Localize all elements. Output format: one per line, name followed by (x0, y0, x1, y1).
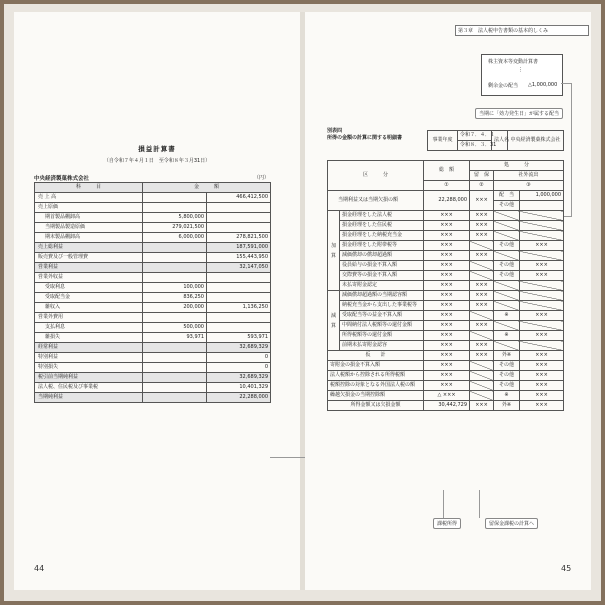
summary-row-shagai-type: その他 (494, 371, 520, 381)
income-statement-label: 法人税、住民税及び事業税 (35, 383, 143, 393)
sub-item-total: ××× (424, 321, 470, 331)
sub-item-ryuho: ××× (470, 301, 494, 311)
add-item-shagai-type (494, 211, 520, 221)
net-income-value: 22,288,000 (424, 191, 470, 211)
summary-row-label: 仮 計 (328, 351, 424, 361)
add-row (328, 211, 564, 221)
sub-item-ryuho: ××× (470, 341, 494, 351)
add-item-label: 未払寄附金認定 (340, 281, 424, 291)
income-statement-amount: 278,821,500 (207, 233, 271, 243)
sub-row (328, 301, 564, 311)
add-item-total: ××× (424, 221, 470, 231)
corp-name-label: 法人名 (492, 131, 508, 151)
add-section-label: 加算 (328, 211, 340, 291)
dividend-label: 剰余金の配当 (488, 83, 519, 89)
sub-item-ryuho: ××× (470, 321, 494, 331)
income-statement-row (35, 223, 271, 233)
income-statement-label: 当期製品製造原価 (35, 223, 143, 233)
add-item-shagai-type: その他 (494, 241, 520, 251)
connector-dividend-tip (563, 216, 572, 217)
haitou-label: 配 当 (494, 191, 520, 201)
add-item-shagai-type (494, 251, 520, 261)
summary-row-label: 寄附金の損金不算入額 (328, 361, 424, 371)
income-statement-amount: 32,147,050 (207, 263, 271, 273)
add-item-ryuho (470, 261, 494, 271)
add-item-shagai-amount: ××× (520, 271, 564, 281)
income-statement-row (35, 253, 271, 263)
income-statement-title: 損益計算書 (138, 145, 176, 153)
fiscal-year-end: 令和８．３．31 (458, 141, 492, 151)
add-row (328, 271, 564, 281)
income-statement-amount: 0 (207, 363, 271, 373)
effective-date-note: 当期に「効力発生日」が属する配当 (475, 108, 563, 119)
income-statement-row (35, 273, 271, 283)
add-row (328, 231, 564, 241)
income-statement-sub-amount (143, 373, 207, 383)
income-statement-amount: 466,412,500 (207, 193, 271, 203)
sub-item-total: ××× (424, 331, 470, 341)
income-statement-amount: 22,288,000 (207, 393, 271, 403)
sub-row (328, 311, 564, 321)
col2-marker: ② (470, 181, 494, 191)
summary-row (328, 381, 564, 391)
summary-row-shagai-type: その他 (494, 361, 520, 371)
income-statement-sub-amount (143, 203, 207, 213)
income-statement-label: 特別利益 (35, 353, 143, 363)
add-item-shagai-amount (520, 281, 564, 291)
add-item-ryuho: ××× (470, 251, 494, 261)
sub-item-shagai-type: ※ (494, 311, 520, 321)
final-income-shagai-type: 外※ (494, 401, 520, 411)
connector-retained (479, 490, 480, 518)
income-statement-row (35, 323, 271, 333)
final-income-value: 30,442,729 (424, 401, 470, 411)
sub-item-shagai-amount (520, 341, 564, 351)
add-item-shagai-type: その他 (494, 261, 520, 271)
income-statement-amount: 32,689,329 (207, 373, 271, 383)
income-statement-sub-amount (143, 243, 207, 253)
summary-row-ryuho (470, 381, 494, 391)
income-statement-label: 当期純利益 (35, 393, 143, 403)
income-statement-row (35, 293, 271, 303)
summary-row-shagai-amount: ××× (520, 361, 564, 371)
add-item-ryuho: ××× (470, 221, 494, 231)
income-statement-label: 営業外収益 (35, 273, 143, 283)
add-item-shagai-amount (520, 211, 564, 221)
sub-item-label: 所得税額等の還付金額 (340, 331, 424, 341)
summary-row-shagai-amount: ××× (520, 391, 564, 401)
net-income-label: 当期利益又は当期欠損の額 (328, 191, 424, 211)
company-name: 中央経済製菓株式会社 (34, 176, 90, 182)
income-statement-amount: 32,689,329 (207, 343, 271, 353)
sub-item-label: 受取配当等の益金不算入額 (340, 311, 424, 321)
form-title: 所得の金額の計算に関する明細書 (327, 135, 403, 141)
fiscal-year-start: 令和７．４．１ (458, 131, 492, 141)
summary-row-label: 法人税額から控除される所得税額 (328, 371, 424, 381)
kubun-header: 区 分 (328, 161, 424, 191)
add-item-total: ××× (424, 261, 470, 271)
income-statement-label: 期末製品棚卸高 (35, 233, 143, 243)
summary-row-label: 繰越欠損金の当期控除額 (328, 391, 424, 401)
income-statement-row (35, 263, 271, 273)
add-item-label: 減価償却の償却超過額 (340, 251, 424, 261)
income-statement-amount (207, 273, 271, 283)
sub-row (328, 321, 564, 331)
income-statement-amount (207, 293, 271, 303)
sub-item-shagai-amount (520, 301, 564, 311)
sub-item-label: 中間納付法人税額等の還付金額 (340, 321, 424, 331)
add-item-total: ××× (424, 281, 470, 291)
add-item-label: 損金経理をした法人税 (340, 211, 424, 221)
income-statement-sub-amount (143, 313, 207, 323)
add-item-label: 交際費等の損金不算入額 (340, 271, 424, 281)
sub-item-ryuho (470, 311, 494, 321)
income-statement-row (35, 243, 271, 253)
col-amount-header: 金 額 (143, 183, 271, 193)
summary-row-ryuho (470, 361, 494, 371)
sub-item-label: 減価償却超過額の当期認容額 (340, 291, 424, 301)
add-row (328, 281, 564, 291)
summary-row-shagai-amount: ××× (520, 381, 564, 391)
summary-row (328, 391, 564, 401)
add-item-shagai-type: その他 (494, 271, 520, 281)
income-statement-sub-amount (143, 383, 207, 393)
income-statement-amount: 0 (207, 353, 271, 363)
sub-item-label: 納税充当金から支出した事業税等 (340, 301, 424, 311)
connector-dividend-vertical (571, 83, 572, 216)
income-statement-label: 売上原価 (35, 203, 143, 213)
shareholders-equity-ellipsis: ⋮ (518, 67, 523, 73)
income-statement-sub-amount: 5,800,000 (143, 213, 207, 223)
sub-section-label: 減算 (328, 291, 340, 351)
income-statement-label: 期首製品棚卸高 (35, 213, 143, 223)
form-header-table (427, 130, 564, 151)
add-item-ryuho: ××× (470, 211, 494, 221)
income-statement-row (35, 203, 271, 213)
add-item-total: ××× (424, 251, 470, 261)
income-statement-sub-amount (143, 343, 207, 353)
sub-row (328, 291, 564, 301)
sub-item-shagai-type (494, 301, 520, 311)
net-income-blank (520, 201, 564, 211)
income-statement-amount: 187,591,000 (207, 243, 271, 253)
ryuho-header: 留 保 (470, 171, 494, 181)
sub-row (328, 341, 564, 351)
income-statement-label: 雑損失 (35, 333, 143, 343)
income-statement-sub-amount: 93,971 (143, 333, 207, 343)
add-item-shagai-type (494, 281, 520, 291)
sub-item-shagai-type: ※ (494, 331, 520, 341)
add-item-shagai-amount: ××× (520, 261, 564, 271)
add-item-shagai-amount (520, 231, 564, 241)
summary-row-ryuho (470, 391, 494, 401)
sub-item-total: ××× (424, 341, 470, 351)
summary-row-label: 税額控除の対象となる外国法人税の額 (328, 381, 424, 391)
income-statement-row (35, 363, 271, 373)
income-statement-sub-amount: 6,000,000 (143, 233, 207, 243)
summary-row-total: ××× (424, 351, 470, 361)
income-statement-label: 販売費及び一般管理費 (35, 253, 143, 263)
summary-row-shagai-amount: ××× (520, 351, 564, 361)
shareholders-equity-title: 株主資本等変動計算書 (488, 59, 539, 65)
add-item-label: 損金経理をした住民税 (340, 221, 424, 231)
sub-item-shagai-type (494, 321, 520, 331)
sub-item-total: ××× (424, 291, 470, 301)
income-statement-row (35, 373, 271, 383)
income-statement-sub-amount (143, 263, 207, 273)
summary-row (328, 361, 564, 371)
unit-label: （円） (254, 175, 270, 181)
col-subject-header: 科 目 (35, 183, 143, 193)
sub-row (328, 331, 564, 341)
add-item-label: 損金経理をした附帯税等 (340, 241, 424, 251)
fiscal-year-label: 事業年度 (428, 131, 458, 151)
income-statement-sub-amount: 279,021,500 (143, 223, 207, 233)
summary-row-total: ××× (424, 381, 470, 391)
add-item-shagai-type (494, 221, 520, 231)
summary-row-total: ××× (424, 371, 470, 381)
add-item-total: ××× (424, 211, 470, 221)
income-statement-sub-amount (143, 393, 207, 403)
shareholders-equity-box (481, 54, 563, 96)
final-income-row (328, 401, 564, 411)
income-statement-label: 経常利益 (35, 343, 143, 353)
income-statement-row (35, 303, 271, 313)
income-statement-sub-amount: 100,000 (143, 283, 207, 293)
sub-item-shagai-type (494, 291, 520, 301)
income-statement-amount (207, 213, 271, 223)
income-statement-row (35, 213, 271, 223)
add-item-total: ××× (424, 241, 470, 251)
left-page (14, 12, 300, 590)
add-item-label: 役員給与の損金不算入額 (340, 261, 424, 271)
summary-row (328, 351, 564, 361)
final-income-label: 所得金額又は欠損金額 (328, 401, 424, 411)
summary-row-shagai-amount: ××× (520, 371, 564, 381)
income-statement-sub-amount (143, 363, 207, 373)
income-statement-label: 税引前当期純利益 (35, 373, 143, 383)
summary-row-shagai-type: その他 (494, 381, 520, 391)
income-statement-label: 受取配当金 (35, 293, 143, 303)
col3-marker: ③ (494, 181, 564, 191)
income-statement-label: 売 上 高 (35, 193, 143, 203)
summary-row (328, 371, 564, 381)
add-item-shagai-amount (520, 251, 564, 261)
income-statement-amount (207, 323, 271, 333)
sub-item-shagai-amount: ××× (520, 311, 564, 321)
sub-item-ryuho: ××× (470, 291, 494, 301)
sub-item-shagai-amount: ××× (520, 331, 564, 341)
summary-row-shagai-type: 外※ (494, 351, 520, 361)
sub-item-shagai-amount (520, 291, 564, 301)
income-statement-sub-amount (143, 253, 207, 263)
income-statement-row (35, 313, 271, 323)
dividend-value: △1,000,000 (528, 82, 558, 88)
add-item-ryuho (470, 271, 494, 281)
page-number-left: 44 (34, 564, 45, 573)
connector-dividend (561, 83, 571, 84)
sub-item-shagai-type (494, 341, 520, 351)
add-item-label: 損金経理をした納税充当金 (340, 231, 424, 241)
income-statement-row (35, 393, 271, 403)
summary-row-total: △ ××× (424, 391, 470, 401)
income-statement-period: （自令和７年４月１日 至令和８年３月31日） (103, 158, 211, 164)
income-statement-label: 営業利益 (35, 263, 143, 273)
income-statement-row (35, 383, 271, 393)
add-row (328, 251, 564, 261)
income-statement-row (35, 343, 271, 353)
income-statement-sub-amount (143, 353, 207, 363)
col1-marker: ① (424, 181, 470, 191)
add-row (328, 221, 564, 231)
income-statement-sub-amount (143, 193, 207, 203)
add-item-ryuho (470, 241, 494, 251)
income-statement-sub-amount: 500,000 (143, 323, 207, 333)
income-statement-label: 営業外費用 (35, 313, 143, 323)
sub-item-ryuho (470, 331, 494, 341)
add-item-shagai-amount (520, 221, 564, 231)
net-income-sonota: その他 (494, 201, 520, 211)
summary-row-ryuho (470, 371, 494, 381)
page-number-right: 45 (561, 564, 572, 573)
income-statement-sub-amount: 200,000 (143, 303, 207, 313)
income-statement-amount: 10,401,329 (207, 383, 271, 393)
income-statement-table (34, 182, 271, 403)
add-item-total: ××× (424, 271, 470, 281)
sougaku-header: 総 額 (424, 161, 470, 181)
add-item-ryuho: ××× (470, 281, 494, 291)
income-statement-row (35, 333, 271, 343)
income-statement-amount (207, 283, 271, 293)
income-statement-label: 受取利息 (35, 283, 143, 293)
taxable-income-note: 課税所得 (433, 518, 461, 529)
income-statement-sub-amount (143, 273, 207, 283)
net-income-ryuho: ××× (470, 191, 494, 211)
income-statement-amount: 1,136,250 (207, 303, 271, 313)
income-statement-label: 支払利息 (35, 323, 143, 333)
income-statement-header-row (35, 183, 271, 193)
summary-row-total: ××× (424, 361, 470, 371)
summary-row-ryuho: ××× (470, 351, 494, 361)
add-item-total: ××× (424, 231, 470, 241)
income-statement-amount: 593,971 (207, 333, 271, 343)
sub-item-shagai-amount (520, 321, 564, 331)
add-item-ryuho: ××× (470, 231, 494, 241)
chapter-header: 第３章 法人税申告書類の基本的しくみ (455, 25, 589, 36)
add-row (328, 261, 564, 271)
add-row (328, 241, 564, 251)
income-statement-sub-amount: 836,250 (143, 293, 207, 303)
income-statement-amount (207, 313, 271, 323)
add-item-shagai-type (494, 231, 520, 241)
income-statement-label: 特別損失 (35, 363, 143, 373)
income-statement-amount (207, 203, 271, 213)
income-statement-amount (207, 223, 271, 233)
sub-item-total: ××× (424, 311, 470, 321)
income-statement-label: 雑収入 (35, 303, 143, 313)
income-statement-label: 売上総利益 (35, 243, 143, 253)
income-statement-row (35, 283, 271, 293)
summary-row-shagai-type: ※ (494, 391, 520, 401)
add-item-shagai-amount: ××× (520, 241, 564, 251)
final-income-ryuho: ××× (470, 401, 494, 411)
corp-name-value: 中央経済製菓株式会社 (508, 131, 564, 151)
right-page (305, 12, 591, 590)
income-statement-row (35, 353, 271, 363)
connector-final-income (443, 490, 444, 518)
sub-item-label: 前期未払寄附金認容 (340, 341, 424, 351)
final-income-shagai-amount: ××× (520, 401, 564, 411)
form-label: 別表四 (327, 128, 343, 134)
shobun-header: 処 分 (470, 161, 564, 171)
retained-earnings-tax-note: 留保金課税の計算へ (485, 518, 538, 529)
sub-item-total: ××× (424, 301, 470, 311)
income-statement-row (35, 193, 271, 203)
income-statement-amount: 155,443,950 (207, 253, 271, 263)
income-statement-row (35, 233, 271, 243)
haitou-value: 1,000,000 (520, 191, 564, 201)
shagai-header: 社外流出 (494, 171, 564, 181)
income-adjustment-table (327, 160, 564, 411)
